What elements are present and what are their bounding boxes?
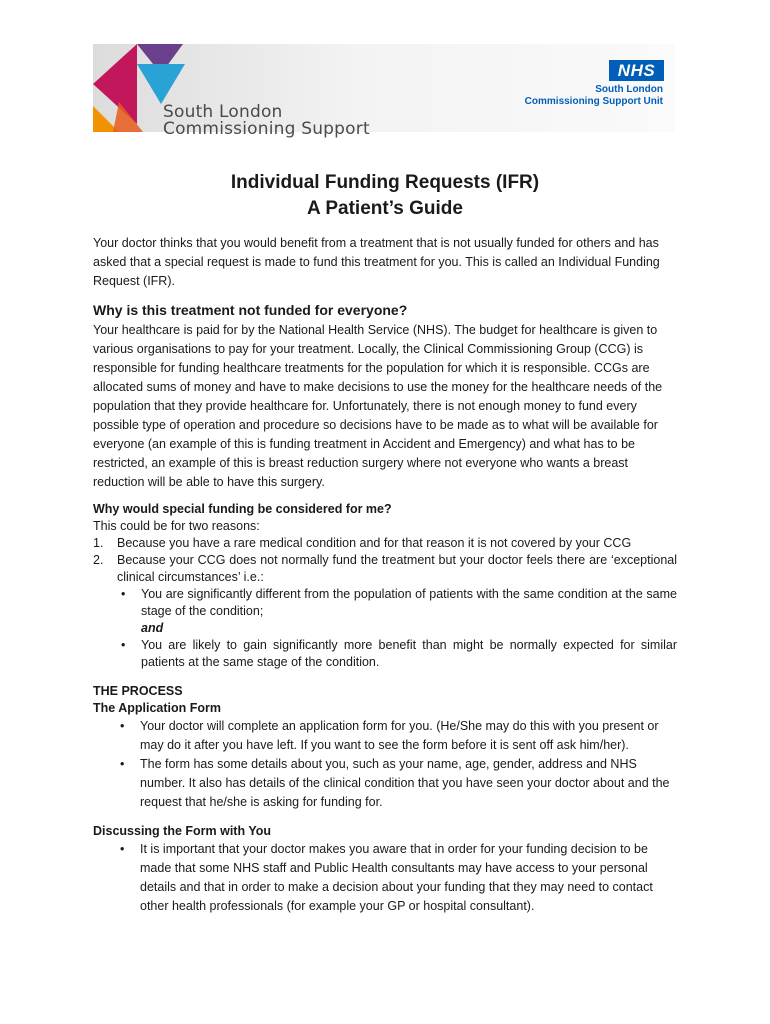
list-item [117, 586, 677, 620]
exceptional-list [117, 586, 677, 671]
header-banner [93, 44, 675, 139]
list-number: 1. [93, 536, 104, 550]
list-item [93, 552, 677, 671]
bullet-icon: • [120, 757, 125, 771]
discussing-form-list [93, 840, 677, 916]
application-form-heading: The Application Form [93, 701, 222, 715]
process-heading: THE PROCESS [93, 684, 183, 698]
bullet-icon: • [120, 842, 125, 856]
list-item [116, 717, 677, 755]
application-form-list [93, 717, 677, 812]
and-connector: and [141, 621, 164, 635]
title-line2: A Patient’s Guide [307, 198, 463, 219]
bullet-icon: • [120, 719, 125, 733]
list-item [117, 637, 677, 671]
nhs-logo: NHS [609, 60, 664, 81]
list-item-text: Because you have a rare medical condition and for that reason it is not covered by your CCG [117, 536, 632, 550]
special-funding-heading: Why would special funding be considered for me? [93, 502, 392, 516]
org-name-line2: Commissioning Support [163, 119, 370, 139]
csu-name-line2: Commissioning Support Unit [524, 96, 663, 107]
list-item [93, 535, 677, 552]
list-item-text: Your doctor will complete an application form for you. (He/She may do this with you present or may do it after you have left. If you want to see the form before it is sent off ask him/her). [140, 719, 659, 752]
csu-name [525, 84, 663, 108]
list-item-text: The form has some details about you, such as your name, age, gender, address and NHS number. It also has details of the clinical condition that you have seen your doctor about and the request that he/she is asking for funding for. [140, 757, 670, 809]
org-name-line1: South London [163, 102, 283, 122]
bullet-icon: • [121, 638, 126, 652]
list-item-text: You are likely to gain significantly more benefit than might be normally expected for similar patients at the same stage of the condition. [141, 638, 677, 669]
page-title [93, 170, 677, 222]
bullet-icon: • [121, 587, 126, 601]
list-number: 2. [93, 553, 104, 567]
list-item [116, 755, 677, 812]
why-heading: Why is this treatment not funded for everyone? [93, 302, 408, 318]
reasons-list [93, 535, 677, 671]
list-item-text: You are significantly different from the population of patients with the same condition at the same stage of the condition; [141, 587, 677, 618]
list-item [116, 840, 677, 916]
list-item-text: It is important that your doctor makes you aware that in order for your funding decision to be made that some NHS staff and Public Health consultants may have access to your personal details and that in order to make a decision about your funding that they may need to contact other health professionals (for example your GP or hospital consultant). [140, 842, 653, 913]
document-body [93, 170, 677, 916]
why-paragraph: Your healthcare is paid for by the National Health Service (NHS). The budget for healthcare is given to various organisations to pay for your treatment. Locally, the Clinical Commissioning Group (CCG) is responsible for funding healthcare treatments for the population for which it is responsible. CCGs are allocated sums of money and have to make decisions to use the money for the healthcare needs of the population that they provide healthcare for. Unfortunately, there is not enough money to fund every possible type of operation and procedure so decisions have to be made as to what will be available for everyone (an example of this is funding treatment in Accident and Emergency) and what has to be restricted, an example of this is breast reduction surgery where not everyone who wants a breast reduction will be able to have this surgery. [93, 323, 663, 489]
org-name [163, 104, 370, 138]
csu-name-line1: South London [595, 84, 663, 95]
title-line1: Individual Funding Requests (IFR) [230, 172, 540, 193]
special-intro: This could be for two reasons: [93, 519, 260, 533]
list-item-text: Because your CCG does not normally fund the treatment but your doctor feels there are ‘exceptional clinical circumstances’ i.e.: [117, 553, 677, 584]
intro-paragraph: Your doctor thinks that you would benefit from a treatment that is not usually funded for others and has asked that a special request is made to fund this treatment for you. This is called an Individual Funding Request (IFR). [93, 236, 660, 288]
discussing-form-heading: Discussing the Form with You [93, 824, 272, 838]
